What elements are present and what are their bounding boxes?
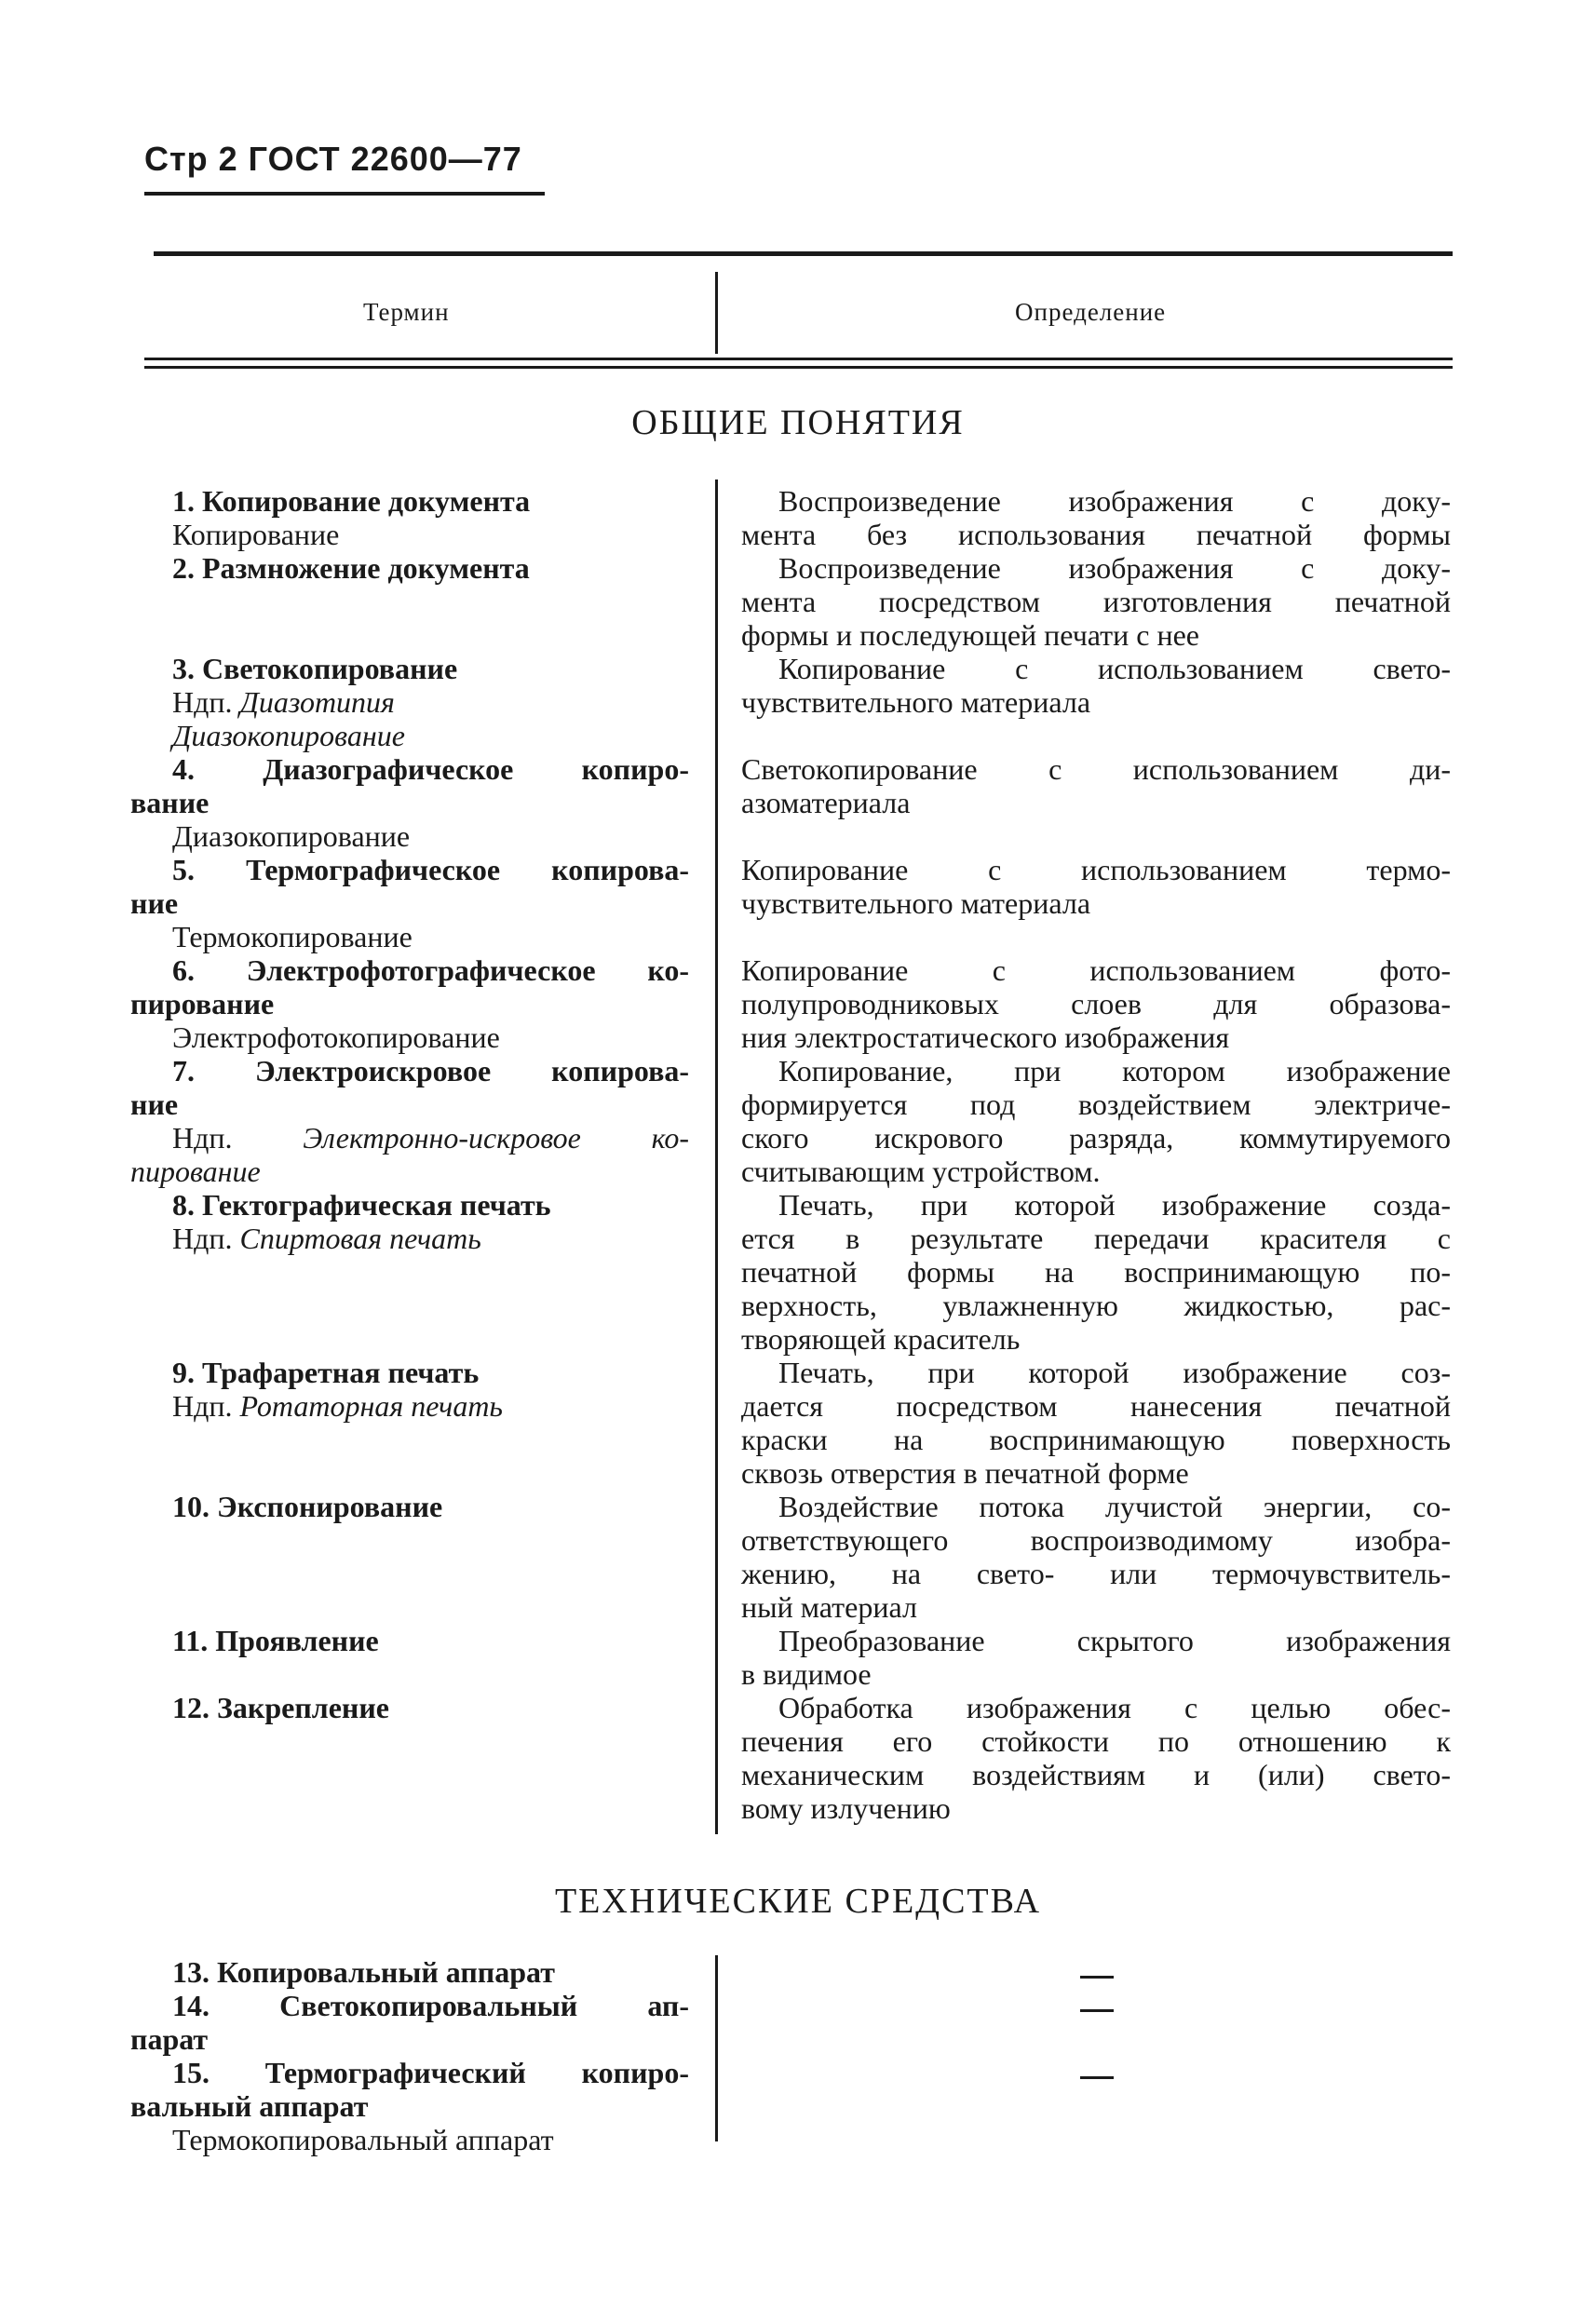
section-title-technical: ТЕХНИЧЕСКИЕ СРЕДСТВА: [554, 1882, 1042, 1921]
term-1: [130, 484, 689, 551]
term-5-title-line1: 5. Термографическое копирова-: [172, 853, 689, 886]
table-header-rule-lower: [144, 366, 1453, 369]
definition-9: [741, 1356, 1451, 1490]
definition-4-line1: Светокопирование с использованием ди-: [741, 752, 1451, 786]
term-8: [130, 1188, 689, 1255]
term-7-title-line1: 7. Электроискровое копирова-: [172, 1054, 689, 1087]
term-3: [130, 652, 689, 752]
term-7-ndp: Ндп.: [172, 1121, 233, 1155]
term-4-title-line2: вание: [130, 786, 210, 819]
term-1-synonym: Копирование: [172, 518, 340, 551]
definition-8-line4: верхность, увлажненную жидкостью, рас-: [741, 1289, 1451, 1322]
definition-7-line2: формируется под воздействием электриче-: [741, 1087, 1451, 1121]
definition-12-line2: печения его стойкости по отношению к: [741, 1724, 1451, 1758]
term-8-ndp: Ндп.: [172, 1222, 233, 1255]
term-15-synonym: Термокопировальный аппарат: [172, 2123, 554, 2156]
term-6: [130, 953, 689, 1054]
term-12-title: 12. Закрепление: [172, 1691, 389, 1724]
definition-11-line2: в видимое: [741, 1657, 872, 1691]
definition-3-line1: Копирование с использованием свето-: [778, 652, 1451, 685]
definition-2-line3: формы и последующей печати с нее: [741, 618, 1199, 652]
definition-2-line1: Воспроизведение изображения с доку-: [778, 551, 1451, 585]
definition-12-line3: механическим воздействиям и (или) свето-: [741, 1758, 1451, 1791]
definition-9-line3: краски на воспринимающую поверхность: [741, 1423, 1451, 1456]
definition-8-line3: печатной формы на воспринимающую по-: [741, 1255, 1451, 1289]
definition-2-line2: мента посредством изготовления печатной: [741, 585, 1451, 618]
term-11: [130, 1624, 689, 1657]
term-4: [130, 752, 689, 853]
term-2-title: 2. Размножение документа: [172, 551, 530, 585]
term-9-title: 9. Трафаретная печать: [172, 1356, 480, 1389]
term-6-title-line2: пирование: [130, 987, 275, 1020]
term-14-title-line1: 14. Светокопировальный ап-: [172, 1989, 689, 2022]
definition-7-line3: ского искрового разряда, коммутируемого: [741, 1121, 1451, 1155]
definition-8-line5: творяющей краситель: [741, 1322, 1021, 1356]
page-header: [144, 140, 522, 179]
term-2: [130, 551, 689, 585]
term-3-title: 3. Светокопирование: [172, 652, 458, 685]
definition-1: [741, 484, 1451, 551]
section-title-general: ОБЩИЕ ПОНЯТИЯ: [631, 403, 965, 442]
definition-12-line1: Обработка изображения с целью обес-: [778, 1691, 1451, 1724]
term-12: [130, 1691, 689, 1724]
term-13: [130, 1955, 689, 1989]
definition-1-line2: мента без использования печатной формы: [741, 518, 1451, 551]
definition-2: [741, 551, 1451, 652]
definition-8-line1: Печать, при которой изображение созда-: [778, 1188, 1451, 1222]
term-3-deprecated-2: Диазокопирование: [172, 719, 405, 752]
definition-3: [741, 652, 1451, 719]
term-4-title-line1: 4. Диазографическое копиро-: [172, 752, 689, 786]
table-top-rule: [154, 251, 1453, 256]
definition-8-line2: ется в результате передачи красителя с: [741, 1222, 1451, 1255]
term-7-deprecated-line2: пирование: [130, 1155, 261, 1188]
definition-5-line2: чувствительного материала: [741, 886, 1091, 920]
column-separator-general: [715, 480, 718, 1834]
term-3-ndp: Ндп.: [172, 685, 233, 719]
term-14-title-line2: парат: [130, 2022, 209, 2056]
term-10-title: 10. Экспонирование: [172, 1490, 443, 1523]
definition-7: [741, 1054, 1451, 1188]
term-15-title-line1: 15. Термографический копиро-: [172, 2056, 689, 2089]
definition-11: [741, 1624, 1451, 1691]
term-6-title-line1: 6. Электрофотографическое ко-: [172, 953, 689, 987]
term-9-ndp: Ндп.: [172, 1389, 233, 1423]
definition-6-line3: ния электростатического изображения: [741, 1020, 1230, 1054]
term-9: [130, 1356, 689, 1423]
definition-4: [741, 752, 1451, 819]
definition-4-line2: азоматериала: [741, 786, 911, 819]
term-7: [130, 1054, 689, 1188]
term-7-deprecated-line1: Электронно-искровое ко-: [303, 1121, 690, 1155]
definition-7-line1: Копирование, при котором изображение: [778, 1054, 1451, 1087]
term-5: [130, 853, 689, 953]
definition-8: [741, 1188, 1451, 1356]
definition-9-line4: сквозь отверстия в печатной форме: [741, 1456, 1189, 1490]
term-10: [130, 1490, 689, 1523]
page-label: Стр 2 ГОСТ 22600—77: [144, 140, 522, 178]
definition-5: [741, 853, 1451, 920]
definition-1-line1: Воспроизведение изображения с доку-: [778, 484, 1451, 518]
term-9-deprecated: Ротаторная печать: [239, 1389, 503, 1423]
definition-10: [741, 1490, 1451, 1624]
definition-10-line3: жению, на свето- или термочувствитель-: [741, 1557, 1451, 1590]
definition-15-dash: [1080, 2076, 1114, 2079]
column-header-definition: Определение: [1015, 298, 1167, 326]
column-header-term: Термин: [363, 298, 450, 326]
definition-6-line1: Копирование с использованием фото-: [741, 953, 1451, 987]
definition-12-line4: вому излучению: [741, 1791, 951, 1825]
table-header-rule-upper: [144, 358, 1453, 360]
term-3-deprecated-1: Диазотипия: [239, 685, 395, 719]
definition-11-line1: Преобразование скрытого изображения: [778, 1624, 1451, 1657]
term-1-title: 1. Копирование документа: [172, 484, 531, 518]
definition-14-dash: [1080, 2009, 1114, 2012]
header-rule: [144, 192, 545, 196]
term-13-title: 13. Копировальный аппарат: [172, 1955, 555, 1989]
column-separator-technical: [715, 1955, 718, 2141]
definition-5-line1: Копирование с использованием термо-: [741, 853, 1451, 886]
definition-10-line1: Воздействие потока лучистой энергии, со-: [778, 1490, 1451, 1523]
term-8-title: 8. Гектографическая печать: [172, 1188, 551, 1222]
definition-10-line2: ответствующего воспроизводимому изобра-: [741, 1523, 1451, 1557]
term-11-title: 11. Проявление: [172, 1624, 379, 1657]
definition-9-line2: дается посредством нанесения печатной: [741, 1389, 1451, 1423]
definition-9-line1: Печать, при которой изображение соз-: [778, 1356, 1451, 1389]
term-8-deprecated: Спиртовая печать: [239, 1222, 481, 1255]
column-header-separator: [715, 272, 718, 354]
term-6-synonym: Электрофотокопирование: [172, 1020, 500, 1054]
definition-3-line2: чувствительного материала: [741, 685, 1091, 719]
definition-6: [741, 953, 1451, 1054]
definition-12: [741, 1691, 1451, 1825]
definition-6-line2: полупроводниковых слоев для образова-: [741, 987, 1451, 1020]
definition-13-dash: [1080, 1976, 1114, 1979]
term-15-title-line2: вальный аппарат: [130, 2089, 369, 2123]
definition-7-line4: считывающим устройством.: [741, 1155, 1101, 1188]
term-4-synonym: Диазокопирование: [172, 819, 411, 853]
term-5-synonym: Термокопирование: [172, 920, 413, 953]
term-14: [130, 1989, 689, 2056]
term-5-title-line2: ние: [130, 886, 179, 920]
definition-10-line4: ный материал: [741, 1590, 917, 1624]
term-15: [130, 2056, 689, 2156]
term-7-title-line2: ние: [130, 1087, 179, 1121]
